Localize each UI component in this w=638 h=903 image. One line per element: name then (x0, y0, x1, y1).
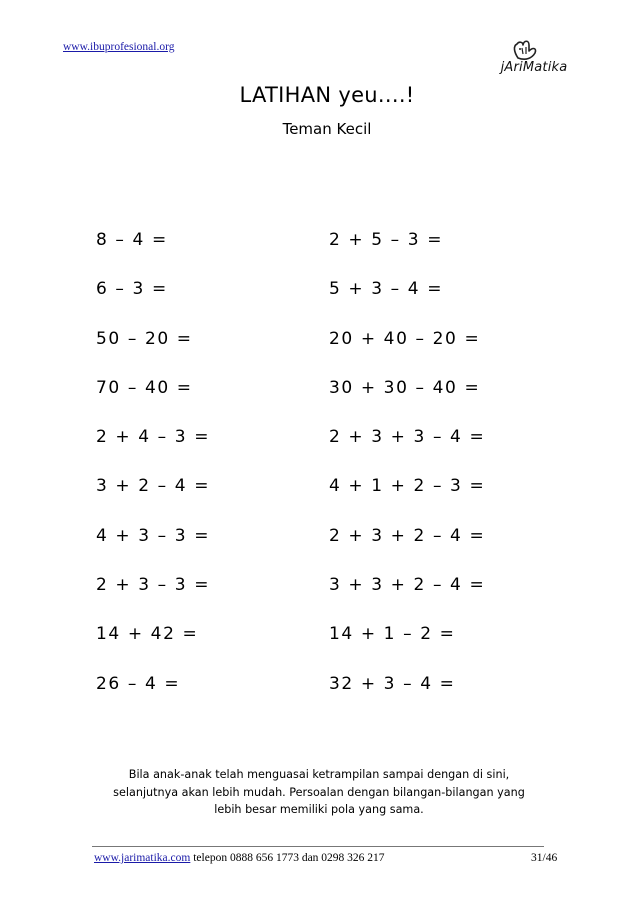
problem-item: 2 + 4 – 3 = (96, 427, 211, 448)
problem-item: 32 + 3 – 4 = (329, 673, 456, 694)
problem-item: 3 + 2 – 4 = (96, 476, 211, 497)
problems-right-column (329, 230, 485, 723)
page-title (0, 83, 638, 107)
jarimatika-logo (493, 36, 575, 80)
problem-item: 2 + 3 + 2 – 4 = (329, 525, 486, 546)
title-text: LATIHAN yeu....! (239, 83, 415, 107)
problem-item: 5 + 3 – 4 = (329, 279, 444, 300)
problem-item: 2 + 3 + 3 – 4 = (329, 427, 486, 448)
page-subtitle (0, 120, 638, 138)
problem-item: 26 – 4 = (96, 673, 181, 694)
problem-item: 14 + 42 = (96, 624, 199, 645)
logo-text: jAriMatika (500, 60, 568, 75)
problem-item: 2 + 3 – 3 = (96, 575, 211, 596)
subtitle-text: Teman Kecil (282, 120, 372, 138)
footer-site-link[interactable]: www.jarimatika.com (94, 852, 191, 864)
problem-item: 20 + 40 – 20 = (329, 328, 481, 349)
site-link[interactable]: www.ibuprofesional.org (63, 41, 175, 53)
footer-contact: telepon 0888 656 1773 dan 0298 326 217 (190, 852, 385, 864)
problem-item: 8 – 4 = (96, 230, 168, 250)
problem-item: 4 + 1 + 2 – 3 = (329, 476, 486, 497)
page-number: 31/46 (531, 852, 558, 864)
footer (94, 852, 564, 864)
problem-item: 30 + 30 – 40 = (329, 377, 481, 398)
problem-item: 2 + 5 – 3 = (329, 230, 444, 250)
problems-left-column (96, 230, 210, 723)
note-line: selanjutnya akan lebih mudah. Persoalan dengan bilangan-bilangan yang (113, 785, 525, 799)
problem-item: 4 + 3 – 3 = (96, 525, 211, 546)
problem-item: 14 + 1 – 2 = (329, 624, 456, 645)
note-paragraph (90, 766, 548, 819)
problem-item: 3 + 3 + 2 – 4 = (329, 575, 486, 596)
footer-divider (92, 846, 544, 847)
note-line: Bila anak-anak telah menguasai ketrampilan sampai dengan di sini, (128, 768, 510, 781)
note-line: lebih besar memiliki pola yang sama. (214, 803, 424, 816)
problem-item: 70 – 40 = (96, 377, 193, 398)
problem-item: 6 – 3 = (96, 279, 168, 300)
problem-item: 50 – 20 = (96, 328, 193, 349)
